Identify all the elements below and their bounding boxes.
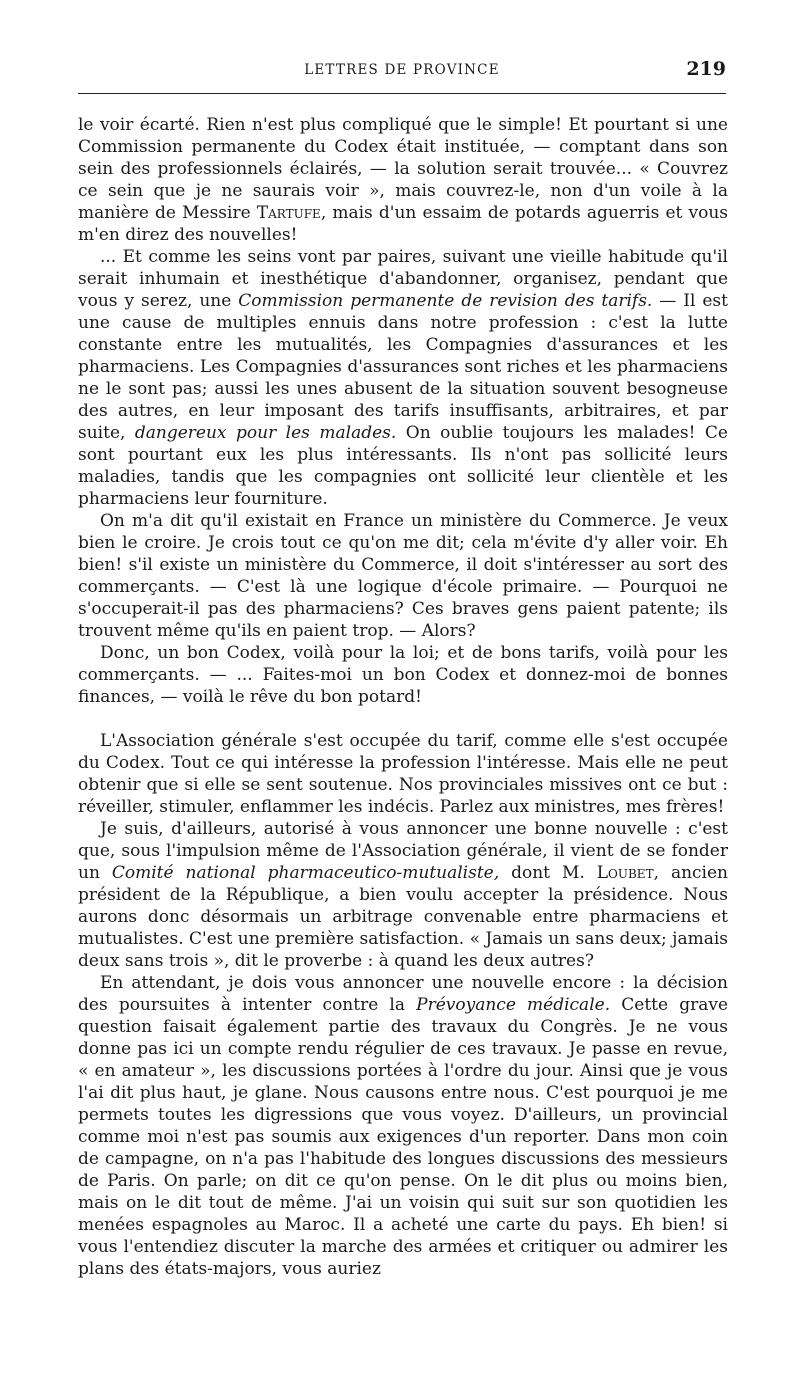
name-tartufe: Tartufe bbox=[256, 203, 321, 223]
page-number: 219 bbox=[686, 58, 726, 80]
emphasis-dangereux: dangereux pour les malades. bbox=[134, 423, 397, 443]
paragraph-6: Je suis, d'ailleurs, autorisé à vous annoncer une bonne nouvelle : c'est que, sous l'impulsion même de l'Association générale, il vient de se fonder un Comité national pharmaceutico-mutualiste, dont M. Loubet, ancien président de la République, a bien voulu accepter la présidence. Nous aurons donc désormais un arbitrage convenable entre pharmaciens et mutualistes. C'est une première satisfaction. « Jamais un sans deux; jamais deux sans trois », dit le proverbe : à quand les deux autres? bbox=[78, 819, 728, 971]
paragraph-1: le voir écarté. Rien n'est plus compliqué que le simple! Et pourtant si une Commission permanente du Codex était instituée, — comptant dans son sein des professionnels éclairés, — la solution serait trouvée... « Couvrez ce sein que je ne saurais voir », mais couvrez-le, non d'un voile à la manière de Messire Tartufe, mais d'un essaim de potards aguerris et vous m'en direz des nouvelles! bbox=[78, 115, 728, 245]
emphasis-prevoyance: Prévoyance médicale. bbox=[416, 995, 611, 1015]
running-title: LETTRES DE PROVINCE bbox=[304, 62, 500, 78]
header-rule bbox=[78, 93, 726, 94]
paragraph-4: Donc, un bon Codex, voilà pour la loi; et de bons tarifs, voilà pour les commerçants. — ... Faites-moi un bon Codex et donnez-moi de bonnes finances, — voilà le rêve du bon potard! bbox=[78, 643, 728, 707]
body-text bbox=[78, 114, 728, 1280]
paragraph-3: On m'a dit qu'il existait en France un ministère du Commerce. Je veux bien le croire. Je crois tout ce qu'on me dit; cela m'évite d'y aller voir. Eh bien! s'il existe un ministère du Commerce, il doit s'intéresser au sort des commerçants. — C'est là une logique d'école primaire. — Pourquoi ne s'occuperait-il pas des pharmaciens? Ces braves gens paient patente; ils trouvent même qu'ils en paient trop. — Alors? bbox=[78, 511, 728, 641]
paragraph-5: L'Association générale s'est occupée du tarif, comme elle s'est occupée du Codex. Tout ce qui intéresse la profession l'intéresse. Mais elle ne peut obtenir que si elle se sent soutenue. Nos provinciales missives ont ce but : réveiller, stimuler, enflammer les indécis. Parlez aux ministres, mes frères! bbox=[78, 731, 728, 817]
emphasis-comite: Comité national pharmaceutico-mutualiste, bbox=[111, 863, 500, 883]
paragraph-7: En attendant, je dois vous annoncer une nouvelle encore : la décision des poursuites à intenter contre la Prévoyance médicale. Cette grave question faisait également partie des travaux du Congrès. Je ne vous donne pas ici un compte rendu régulier de ces travaux. Je passe en revue, « en amateur », les discussions portées à l'ordre du jour. Ainsi que je vous l'ai dit plus haut, je glane. Nous causons entre nous. C'est pourquoi je me permets toutes les digressions que vous voyez. D'ailleurs, un provincial comme moi n'est pas soumis aux exigences d'un reporter. Dans mon coin de campagne, on n'a pas l'habitude des longues discussions des messieurs de Paris. On parle; on dit ce qu'on pense. On le dit plus ou moins bien, mais on le dit tout de même. J'ai un voisin qui suit sur son quotidien les menées espagnoles au Maroc. Il a acheté une carte du pays. Eh bien! si vous l'entendiez discuter la marche des armées et critiquer ou admirer les plans des états-majors, vous auriez bbox=[78, 973, 729, 1279]
paragraph-2: ... Et comme les seins vont par paires, suivant une vieille habitude qu'il serait inhumain et inesthétique d'abandonner, organisez, pendant que vous y serez, une Commission permanente de revision des tarifs. — Il est une cause de multiples ennuis dans notre profession : c'est la lutte constante entre les mutualités, les Compagnies d'assurances et les pharmaciens. Les Compagnies d'assurances sont riches et les pharmaciens ne le sont pas; aussi les unes abusent de la situation souvent besogneuse des autres, en leur imposant des tarifs insuffisants, arbitraires, et par suite, dangereux pour les malades. On oublie toujours les malades! Ce sont pourtant eux les plus intéressants. Ils n'ont pas sollicité leurs maladies, tandis que les compagnies ont sollicité leur clientèle et les pharmaciens leur fourniture. bbox=[78, 247, 728, 509]
name-loubet: Loubet bbox=[596, 863, 654, 883]
emphasis-commission: Commission permanente de revision des tarifs. bbox=[238, 291, 653, 311]
page-header bbox=[78, 56, 726, 86]
